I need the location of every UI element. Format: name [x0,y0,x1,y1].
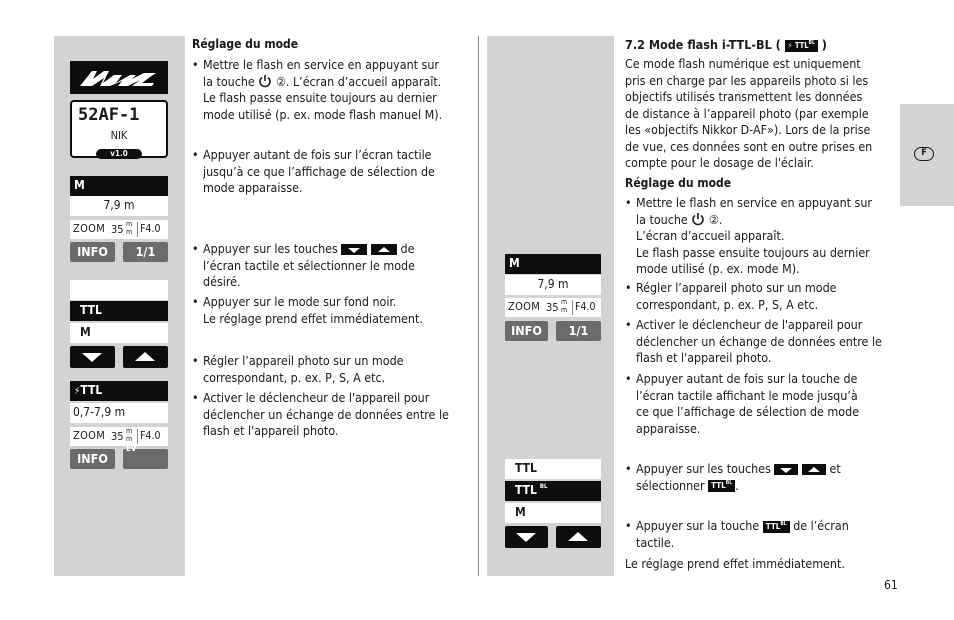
screen1-ratio-button[interactable]: 1/1 [123,242,168,262]
screen2-down-button[interactable] [70,346,115,368]
screen5-m-option[interactable]: M [505,503,601,523]
right-heading: 7.2 Mode flash i-TTL-BL ( ⚡ $TTL^{BL}$ ) [625,37,827,52]
screen5-ttl-option[interactable]: TTL [505,459,601,479]
right-intro: Ce mode flash numérique est uniquement pris en charge par les appareils photo si les objectifs utilisés transmettent les données de distance à l’appareil photo (par exemple les «objectifs Nikkor D-AF»). Lors de la prise de vue, ces données sont en outre prises en compte pour le dosage de l'éclair. [625,56,873,170]
screen2-up-button[interactable] [123,346,168,368]
inline-up-icon [802,464,826,475]
left-bullet-2: • Appuyer autant de fois sur l’écran tactile jusqu’à ce que l’affichage de sélection de mode apparaisse. [192,147,435,195]
right-bullet-6: • Appuyer sur la touche $TTL^{BL}$ de l’écran tactile. [625,518,849,550]
right-subheading: Réglage du mode [625,176,732,190]
screen2-ttl-option[interactable]: TTL [70,301,168,321]
screen3-zoom-row: ZOOM 35 m m F4.0 [70,427,168,446]
right-bullet-1: • Mettre le flash en service en appuyant sur la touche ②. L’écran d’accueil apparaît. Le flash passe ensuite toujours au dernier mode utilisé (p. ex. mode M). [625,195,873,276]
language-badge: F [914,147,934,161]
screen1-distance: 7,9 m [70,196,168,216]
screen3-ttl-bar[interactable]: ⚡TTL [70,381,168,401]
screen2-top-blank [70,280,168,300]
screen1-zoom-row: ZOOM 35 m m F4.0 [70,220,168,239]
screen4-mode-bar[interactable]: M [505,254,601,274]
inline-down-icon [774,464,798,475]
column-divider [478,36,479,576]
model-name: 52AF-1 [78,105,140,125]
right-bullet-3: • Activer le déclencheur de l'appareil pour déclencher un échange de données entre le flash et l'appareil photo. [625,317,882,365]
inline-ttl-bl-badge: $TTL^{BL}$ [763,521,790,533]
right-bullet-5: • Appuyer sur les touches et sélectionner $TTL^{BL}$ . [625,461,841,493]
screen4-distance: 7,9 m [505,275,601,295]
left-bullet-5: • Régler l’appareil photo sur un mode correspondant, p. ex. P, S, A etc. [192,353,404,385]
home-screen [70,100,168,158]
inline-down-icon [341,244,367,255]
left-bullet-1: • Mettre le flash en service en appuyant sur la touche ②. L’écran d’accueil apparaît. Le flash passe ensuite toujours au dernier mode utilisé (p. ex. mode flash manuel M). [192,57,443,122]
screen4-zoom-row: ZOOM 35 m m F4.0 [505,298,601,317]
right-footer: Le réglage prend effet immédiatement. [625,556,845,571]
power-icon [258,74,272,88]
screen4-info-button[interactable]: INFO [505,321,548,341]
screen2-m-option[interactable]: M [70,323,168,343]
screen3-info-button[interactable]: INFO [70,449,115,469]
screen4-ratio-button[interactable]: 1/1 [556,321,601,341]
right-bullet-4: • Appuyer autant de fois sur la touche de l’écran tactile affichant le mode jusqu’à ce que l’affichage de sélection de mode apparaisse. [625,371,860,436]
flash-icon: ⚡ [787,40,793,50]
left-bullet-4: • Appuyer sur le mode sur fond noir. Le réglage prend effet immédiatement. [192,294,423,326]
inline-up-icon [371,244,397,255]
flash-icon: ⚡ [74,386,81,397]
screen1-info-button[interactable]: INFO [70,242,115,262]
left-bullet-6: • Activer le déclencheur de l'appareil pour déclencher un échange de données entre le flash et l'appareil photo. [192,390,449,438]
heading-ttl-bl-badge: ⚡ $TTL^{BL}$ [785,40,818,52]
page-number: 61 [884,578,898,592]
screen5-down-button[interactable] [505,526,548,548]
screen5-up-button[interactable] [556,526,601,548]
right-bullet-2: • Régler l’appareil photo sur un mode correspondant, p. ex. P, S, A etc. [625,280,837,312]
screen5-ttl-bl-option[interactable]: TTL $^{BL}$ [505,481,601,501]
screen1-mode-bar[interactable]: M [70,176,168,196]
brand-label: NIK [110,129,128,142]
screen3-range: 0,7-7,9 m [70,403,168,423]
version-badge: v1.0 [96,149,142,159]
inline-ttl-bl-badge: $TTL^{BL}$ [708,480,735,492]
left-bullet-3: • Appuyer sur les touches de l’écran tactile et sélectionner le mode désiré. [192,241,415,289]
power-icon [691,212,705,226]
left-heading: Réglage du mode [192,37,299,51]
metz-logo [70,61,168,94]
screen3-ev-button[interactable]: EV [123,449,168,469]
